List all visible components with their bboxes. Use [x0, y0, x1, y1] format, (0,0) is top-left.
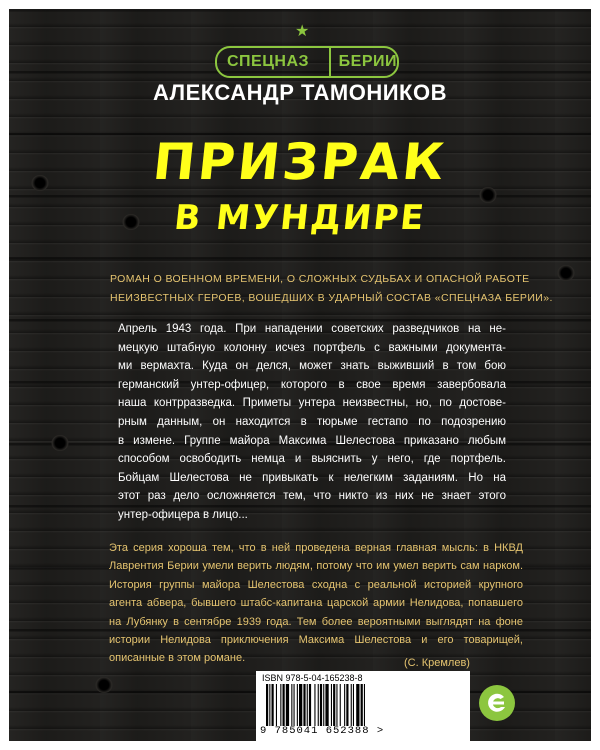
quote-line: агента абвера, бывшего штабс-капитана царской армии Нелидова, попавшего [109, 597, 523, 610]
quote-author: (С. Кремлев) [404, 657, 470, 669]
quote-line: описанные в этом романе. [109, 652, 246, 665]
bullet-hole-decoration [51, 435, 69, 451]
annotation-line: этот раз дело осложняется тем, что никто из них не знает этого [118, 490, 506, 503]
barcode-bar [266, 684, 268, 726]
barcode-bar [351, 684, 352, 726]
barcode-bar [340, 684, 341, 726]
barcode-box [256, 671, 470, 741]
barcode-bar [286, 684, 289, 726]
quote-line: История группы майора Шелестова сходна с реальной историей крупного [109, 578, 523, 591]
annotation-line: в измене. Группе майора Максима Шелестова приказано любым [118, 434, 506, 447]
quote-line: на Лубянку в сентябре 1939 года. Тем более вероятными выглядят на фоне [109, 615, 523, 628]
annotation-line: рным данным, он находится в тюрьме гестапо по подозрению [118, 415, 506, 428]
author-name: АЛЕКСАНДР ТАМОНИКОВ [153, 80, 447, 105]
annotation-line: германский унтер-офицер, которого в свое время завербовала [118, 378, 506, 391]
series-badge [215, 46, 399, 78]
annotation-line: унтер-офицера в лицо... [118, 508, 248, 521]
bullet-hole-decoration [95, 677, 113, 693]
isbn-text: ISBN 978-5-04-165238-8 [262, 673, 363, 683]
star-icon: ★ [295, 21, 310, 40]
barcode-bar [346, 684, 348, 726]
barcode-bar [283, 684, 285, 726]
barcode-bar [336, 684, 337, 726]
barcode-bar [323, 684, 324, 726]
barcode-bar [269, 684, 270, 726]
barcode-bar [276, 684, 277, 726]
barcode-bar [353, 684, 354, 726]
annotation-line: мецкую штабную колонну исчез портфель с важными документа- [118, 341, 506, 354]
barcode-bar [325, 684, 328, 726]
annotation-line: способом освободить немца и выяснить у него, где портфель. [118, 453, 506, 466]
barcode-bar [331, 684, 332, 726]
barcode-bar [294, 684, 295, 726]
barcode-number: 9 785041 652388 > [260, 725, 385, 737]
annotation-line: ми вермахта. Куда он делся, может знать выживший в том бою [118, 360, 506, 373]
barcode-bar [333, 684, 335, 726]
quote-line: Эта серия хороша тем, что в ней проведена верная главная мысль: в НКВД [109, 542, 523, 554]
book-title-line-1: ПРИЗРАК [150, 133, 450, 191]
annotation-line: наша контрразведка. Приметы унтера неизвестны, но, по достове- [118, 397, 506, 410]
tagline-line: НЕИЗВЕСТНЫХ ГЕРОЕВ, ВОШЕДШИХ В УДАРНЫЙ СОСТАВ «СПЕЦНАЗА БЕРИИ». [110, 292, 553, 304]
publisher-logo-icon [477, 683, 517, 723]
barcode-bar [361, 684, 363, 726]
barcode-bar [280, 684, 281, 726]
tagline [110, 270, 565, 308]
review-quote [109, 539, 523, 668]
barcode-bars [266, 684, 462, 726]
barcode-bar [299, 684, 302, 726]
barcode-bar [344, 684, 345, 726]
annotation-line: Апрель 1943 года. При нападении советских разведчиков на не- [118, 323, 506, 335]
barcode-bar [309, 684, 311, 726]
barcode-bar [291, 684, 292, 726]
tagline-line: РОМАН О ВОЕННОМ ВРЕМЕНИ, О СЛОЖНЫХ СУДЬБАХ И ОПАСНОЙ РАБОТЕ [110, 273, 530, 285]
quote-line: истории Нелидова приключения Максима Шелестова и его товарищей, [109, 634, 523, 647]
annotation-text [118, 320, 506, 525]
barcode-bar [364, 684, 365, 726]
barcode-bar [307, 684, 308, 726]
barcode-bar [314, 684, 315, 726]
barcode-bar [356, 684, 359, 726]
barcode-bar [297, 684, 298, 726]
quote-line: Лаврентия Берии умели верить людям, потому что им умел верить сам нарком. [109, 560, 523, 573]
series-label-right: БЕРИИ [338, 53, 397, 70]
book-title-line-2: В МУНДИРЕ [172, 198, 428, 238]
barcode-bar [318, 684, 319, 726]
barcode-bar [272, 684, 274, 726]
barcode-bar [303, 684, 305, 726]
barcode-bar [320, 684, 322, 726]
annotation-line: Бойцам Шелестова не привыкать к нелегким заданиям. Но на [118, 471, 506, 484]
series-label-left: СПЕЦНАЗ [227, 53, 310, 70]
